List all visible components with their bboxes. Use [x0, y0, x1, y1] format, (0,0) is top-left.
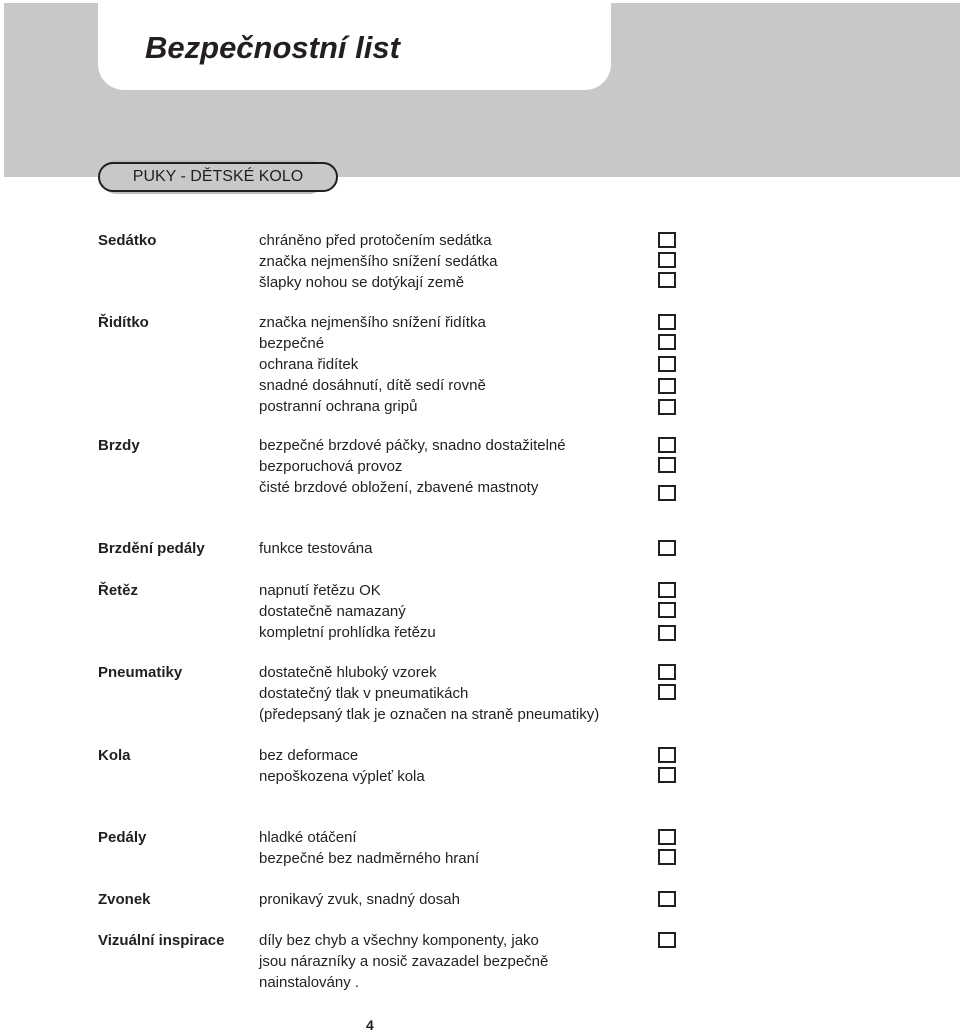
checklist-item: nepoškozena výpleť kola	[259, 768, 425, 785]
checkbox[interactable]	[658, 356, 676, 372]
page-title: Bezpečnostní list	[145, 30, 400, 65]
section-category: Zvonek	[98, 891, 151, 908]
checklist-item: postranní ochrana gripů	[259, 398, 418, 415]
checkbox[interactable]	[658, 625, 676, 641]
checklist-item: ochrana řidítek	[259, 356, 359, 373]
checklist-item: díly bez chyb a všechny komponenty, jako	[259, 932, 539, 949]
checkbox[interactable]	[658, 664, 676, 680]
section-category: Pedály	[98, 829, 147, 846]
checkbox[interactable]	[658, 232, 676, 248]
checkbox[interactable]	[658, 314, 676, 330]
checkbox[interactable]	[658, 437, 676, 453]
checklist-item: hladké otáčení	[259, 829, 357, 846]
checkbox[interactable]	[658, 334, 676, 350]
section-category: Brzdění pedály	[98, 540, 205, 557]
checklist-item: čisté brzdové obložení, zbavené mastnoty	[259, 479, 539, 496]
checklist-item: snadné dosáhnutí, dítě sedí rovně	[259, 377, 486, 394]
checklist-item: bezpečné	[259, 335, 325, 352]
checklist-item: kompletní prohlídka řetězu	[259, 624, 436, 641]
section-category: Pneumatiky	[98, 664, 183, 681]
checkbox[interactable]	[658, 582, 676, 598]
checklist-item: dostatečně namazaný	[259, 603, 406, 620]
checkbox[interactable]	[658, 485, 676, 501]
checklist-item: funkce testována	[259, 540, 373, 557]
section-category: Řetěz	[98, 582, 139, 599]
checklist-item: jsou nárazníky a nosič zavazadel bezpečně	[259, 953, 549, 970]
checklist-item: bezpečné brzdové páčky, snadno dostažitelné	[259, 437, 566, 454]
checklist-item: bez deformace	[259, 747, 359, 764]
checklist-item: šlapky nohou se dotýkají země	[259, 274, 465, 291]
section-category: Řidítko	[98, 314, 149, 331]
section-category: Brzdy	[98, 437, 140, 454]
checklist-item: chráněno před protočením sedátka	[259, 232, 492, 249]
checkbox[interactable]	[658, 272, 676, 288]
checkbox[interactable]	[658, 399, 676, 415]
checkbox[interactable]	[658, 602, 676, 618]
checkbox[interactable]	[658, 684, 676, 700]
checklist-item: (předepsaný tlak je označen na straně pneumatiky)	[259, 706, 600, 723]
checklist-item: nainstalovány .	[259, 974, 360, 991]
section-category: Kola	[98, 747, 131, 764]
page-number: 4	[366, 1017, 374, 1033]
checkbox[interactable]	[658, 932, 676, 948]
checklist-item: značka nejmenšího snížení sedátka	[259, 253, 498, 270]
section-category: Sedátko	[98, 232, 157, 249]
checkbox[interactable]	[658, 891, 676, 907]
checklist-item: bezpečné bez nadměrného hraní	[259, 850, 480, 867]
checkbox[interactable]	[658, 767, 676, 783]
checkbox[interactable]	[658, 849, 676, 865]
checkbox[interactable]	[658, 747, 676, 763]
checklist-item: pronikavý zvuk, snadný dosah	[259, 891, 460, 908]
checkbox[interactable]	[658, 540, 676, 556]
checklist-item: značka nejmenšího snížení řidítka	[259, 314, 486, 331]
section-category: Vizuální inspirace	[98, 932, 225, 949]
checkbox[interactable]	[658, 378, 676, 394]
checklist-item: dostatečně hluboký vzorek	[259, 664, 437, 681]
checklist-item: dostatečný tlak v pneumatikách	[259, 685, 469, 702]
checkbox[interactable]	[658, 457, 676, 473]
checklist-item: napnutí řetězu OK	[259, 582, 381, 599]
checkbox[interactable]	[658, 829, 676, 845]
checkbox[interactable]	[658, 252, 676, 268]
product-badge: PUKY - DĚTSKÉ KOLO	[98, 162, 338, 192]
checklist-item: bezporuchová provoz	[259, 458, 403, 475]
